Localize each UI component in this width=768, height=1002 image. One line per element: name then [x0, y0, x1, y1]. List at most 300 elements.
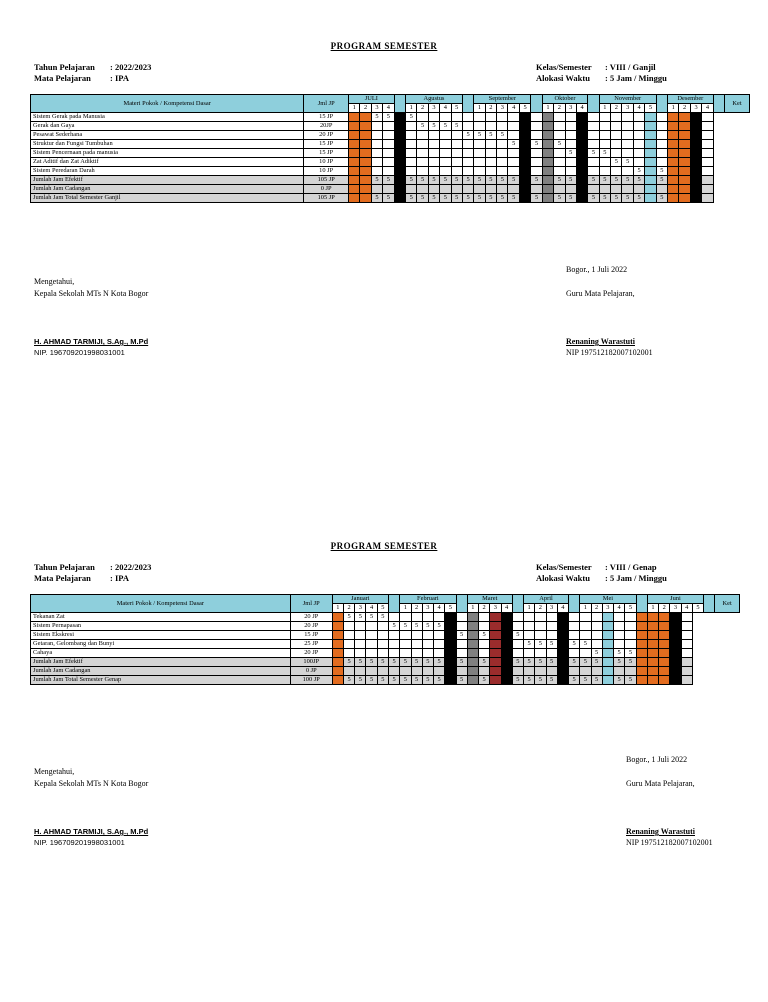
week-cell: 5: [512, 631, 523, 640]
week-number: 3: [371, 104, 382, 113]
week-cell: [524, 613, 535, 622]
jp-cell: 105 JP: [304, 176, 349, 185]
week-number: 4: [576, 104, 587, 113]
week-cell: [508, 122, 519, 131]
week-number: 4: [501, 604, 512, 613]
week-cell: [474, 113, 485, 122]
mapel-label: Mata Pelajaran: [34, 73, 91, 83]
week-cell: [512, 667, 523, 676]
week-cell: [422, 613, 433, 622]
week-cell: 5: [611, 194, 622, 203]
materi-cell: Sistem Pencernaan pada manusia: [31, 149, 304, 158]
week-cell: [554, 149, 565, 158]
week-cell: [668, 176, 679, 185]
week-cell: 5: [343, 613, 354, 622]
week-cell: [588, 131, 599, 140]
week-cell: [479, 649, 490, 658]
week-cell: [535, 622, 546, 631]
week-cell: 5: [366, 676, 377, 685]
week-cell: 5: [656, 167, 667, 176]
week-cell: [645, 140, 656, 149]
week-cell: 5: [377, 613, 388, 622]
week-cell: [434, 649, 445, 658]
table-row: [31, 176, 750, 185]
week-cell: [445, 676, 456, 685]
week-cell: [332, 622, 343, 631]
week-cell: 5: [383, 176, 394, 185]
ket-cell: [702, 149, 713, 158]
week-cell: [647, 667, 658, 676]
week-cell: [542, 131, 553, 140]
week-number: 4: [614, 604, 625, 613]
week-cell: [497, 185, 508, 194]
materi-cell: Sistem Peredaran Darah: [31, 167, 304, 176]
page-title-2: PROGRAM SEMESTER: [330, 541, 438, 551]
week-cell: [569, 667, 580, 676]
week-cell: [400, 631, 411, 640]
week-number: 3: [690, 104, 701, 113]
week-cell: [512, 613, 523, 622]
week-cell: 5: [400, 676, 411, 685]
week-cell: [485, 158, 496, 167]
week-number: 1: [474, 104, 485, 113]
week-number: 5: [625, 604, 636, 613]
week-cell: [485, 149, 496, 158]
week-cell: [524, 622, 535, 631]
week-cell: [546, 613, 557, 622]
week-cell: [625, 631, 636, 640]
header-jml-jp: Jml JP: [304, 95, 349, 113]
week-cell: [659, 676, 670, 685]
week-cell: [445, 613, 456, 622]
week-cell: [417, 167, 428, 176]
week-cell: [633, 122, 644, 131]
week-cell: [360, 194, 371, 203]
week-cell: [400, 649, 411, 658]
week-cell: [349, 167, 360, 176]
head-nip-2: NIP. 196709201998031001: [34, 838, 125, 847]
week-cell: [490, 613, 501, 622]
week-cell: [474, 149, 485, 158]
table-row: [31, 185, 750, 194]
week-cell: [557, 667, 568, 676]
week-number: 2: [417, 104, 428, 113]
week-cell: 5: [389, 622, 400, 631]
week-cell: [366, 667, 377, 676]
week-cell: [647, 631, 658, 640]
week-cell: 5: [485, 194, 496, 203]
week-cell: [467, 622, 478, 631]
week-cell: [645, 176, 656, 185]
week-number: 3: [355, 604, 366, 613]
week-number: 4: [508, 104, 519, 113]
jp-cell: 100 JP: [290, 676, 332, 685]
materi-cell: Jumlah Jam Total Semester Ganjil: [31, 194, 304, 203]
week-cell: [343, 640, 354, 649]
week-cell: 5: [633, 167, 644, 176]
week-cell: 5: [565, 194, 576, 203]
week-cell: [440, 149, 451, 158]
week-cell: [394, 176, 405, 185]
week-cell: [554, 167, 565, 176]
week-cell: [633, 185, 644, 194]
week-cell: [668, 113, 679, 122]
month-separator: [462, 95, 473, 113]
week-cell: [355, 622, 366, 631]
week-cell: [456, 613, 467, 622]
week-cell: [690, 140, 701, 149]
week-cell: [371, 158, 382, 167]
week-cell: [366, 649, 377, 658]
week-cell: 5: [422, 658, 433, 667]
week-cell: 5: [366, 658, 377, 667]
week-cell: [531, 131, 542, 140]
week-cell: [576, 113, 587, 122]
week-cell: 5: [531, 140, 542, 149]
week-cell: [360, 158, 371, 167]
week-cell: [512, 649, 523, 658]
table-row: [31, 167, 750, 176]
week-number: 2: [679, 104, 690, 113]
week-cell: 5: [656, 176, 667, 185]
week-cell: [497, 167, 508, 176]
month-header: Maret: [467, 595, 512, 604]
week-cell: [490, 649, 501, 658]
week-cell: [394, 167, 405, 176]
week-cell: [546, 622, 557, 631]
ket-cell: [681, 640, 692, 649]
week-cell: [349, 158, 360, 167]
week-cell: [519, 140, 530, 149]
week-cell: [588, 113, 599, 122]
week-cell: 5: [400, 622, 411, 631]
table-row: [31, 613, 740, 622]
week-cell: [622, 167, 633, 176]
week-cell: [647, 622, 658, 631]
jp-cell: 20 JP: [304, 131, 349, 140]
week-cell: [656, 113, 667, 122]
week-cell: [428, 185, 439, 194]
week-cell: [377, 649, 388, 658]
week-cell: [614, 667, 625, 676]
table-row: [31, 131, 750, 140]
week-cell: [519, 131, 530, 140]
week-cell: [383, 185, 394, 194]
week-cell: [411, 640, 422, 649]
week-cell: [490, 676, 501, 685]
week-cell: 5: [625, 676, 636, 685]
week-cell: [462, 149, 473, 158]
week-cell: [599, 131, 610, 140]
week-cell: [434, 631, 445, 640]
week-cell: [445, 667, 456, 676]
week-cell: [405, 167, 416, 176]
kelas-value: : VIII / Genap: [605, 562, 657, 572]
week-cell: [588, 140, 599, 149]
week-cell: 5: [474, 131, 485, 140]
week-cell: [456, 667, 467, 676]
kelas-label: Kelas/Semester: [536, 562, 592, 572]
week-cell: [467, 640, 478, 649]
info-left-2: [34, 562, 151, 584]
week-cell: 5: [569, 676, 580, 685]
week-cell: [360, 167, 371, 176]
week-cell: [531, 167, 542, 176]
week-cell: [451, 113, 462, 122]
week-cell: 5: [588, 176, 599, 185]
week-cell: [690, 185, 701, 194]
week-cell: [557, 676, 568, 685]
week-cell: [554, 185, 565, 194]
week-cell: [508, 131, 519, 140]
week-cell: [462, 158, 473, 167]
week-cell: 5: [371, 194, 382, 203]
week-cell: [535, 613, 546, 622]
week-cell: 5: [355, 676, 366, 685]
week-cell: [668, 140, 679, 149]
week-cell: 5: [633, 176, 644, 185]
table-row: [31, 194, 750, 203]
week-cell: 5: [383, 113, 394, 122]
week-cell: [659, 613, 670, 622]
week-cell: [479, 667, 490, 676]
materi-cell: Sistem Pernapasan: [31, 622, 291, 631]
week-cell: [576, 185, 587, 194]
ket-cell: [702, 176, 713, 185]
week-cell: [670, 667, 681, 676]
week-number: 2: [554, 104, 565, 113]
week-cell: [622, 113, 633, 122]
week-cell: 5: [400, 658, 411, 667]
week-cell: [679, 113, 690, 122]
week-cell: [659, 649, 670, 658]
week-cell: [670, 658, 681, 667]
week-cell: [588, 122, 599, 131]
week-cell: [440, 113, 451, 122]
week-cell: [647, 613, 658, 622]
teacher-nip-2: NIP 197512182007102001: [626, 838, 713, 847]
week-cell: 5: [546, 640, 557, 649]
week-cell: [389, 649, 400, 658]
week-cell: [565, 140, 576, 149]
materi-cell: Sistem Ekskresi: [31, 631, 291, 640]
week-cell: 5: [535, 676, 546, 685]
week-cell: [645, 113, 656, 122]
week-number: 1: [405, 104, 416, 113]
week-cell: [614, 631, 625, 640]
week-cell: 5: [508, 176, 519, 185]
week-cell: [405, 140, 416, 149]
week-number: 2: [479, 604, 490, 613]
week-cell: [602, 631, 613, 640]
week-cell: [645, 158, 656, 167]
week-cell: [524, 649, 535, 658]
week-number: 3: [602, 604, 613, 613]
week-cell: [622, 122, 633, 131]
ket-cell: [681, 676, 692, 685]
week-cell: 5: [554, 194, 565, 203]
week-cell: 5: [377, 676, 388, 685]
week-cell: [411, 649, 422, 658]
week-cell: [405, 158, 416, 167]
table-row: [31, 667, 740, 676]
week-cell: [611, 185, 622, 194]
week-cell: [611, 131, 622, 140]
week-cell: [670, 676, 681, 685]
week-cell: [508, 185, 519, 194]
mapel-label: Mata Pelajaran: [34, 573, 91, 583]
week-cell: [497, 149, 508, 158]
week-cell: [490, 667, 501, 676]
week-cell: [690, 122, 701, 131]
week-cell: [371, 131, 382, 140]
week-cell: [576, 167, 587, 176]
week-cell: [440, 167, 451, 176]
head-nip: NIP. 196709201998031001: [34, 348, 125, 357]
week-cell: 5: [462, 176, 473, 185]
week-cell: [580, 667, 591, 676]
head-name-2: H. AHMAD TARMIJI, S.Ag., M.Pd: [34, 827, 149, 836]
week-cell: [519, 167, 530, 176]
week-cell: 5: [366, 613, 377, 622]
week-cell: [490, 622, 501, 631]
month-separator: [394, 95, 405, 113]
header-jml-jp: Jml JP: [290, 595, 332, 613]
week-cell: [508, 113, 519, 122]
week-cell: 5: [389, 676, 400, 685]
week-cell: [445, 631, 456, 640]
week-cell: [400, 613, 411, 622]
week-cell: [557, 631, 568, 640]
week-cell: [467, 649, 478, 658]
week-cell: [602, 640, 613, 649]
week-cell: [647, 640, 658, 649]
week-cell: [474, 158, 485, 167]
week-cell: [588, 158, 599, 167]
week-number: 4: [633, 104, 644, 113]
week-cell: 5: [474, 176, 485, 185]
week-cell: [554, 131, 565, 140]
week-cell: [445, 622, 456, 631]
week-cell: [467, 631, 478, 640]
week-cell: [542, 149, 553, 158]
week-cell: [332, 613, 343, 622]
week-cell: [474, 167, 485, 176]
week-cell: 5: [405, 176, 416, 185]
week-cell: [656, 122, 667, 131]
week-cell: [422, 667, 433, 676]
materi-cell: Jumlah Jam Cadangan: [31, 667, 291, 676]
materi-cell: Pesawat Sederhana: [31, 131, 304, 140]
week-number: 2: [659, 604, 670, 613]
week-cell: 5: [614, 658, 625, 667]
schedule-table: [30, 94, 750, 203]
alokasi-label: Alokasi Waktu: [536, 573, 590, 583]
week-cell: [557, 658, 568, 667]
week-cell: [389, 631, 400, 640]
week-cell: [394, 185, 405, 194]
week-number: 1: [668, 104, 679, 113]
week-cell: 5: [485, 131, 496, 140]
week-cell: [501, 676, 512, 685]
jp-cell: 20 JP: [290, 622, 332, 631]
week-cell: [417, 131, 428, 140]
week-cell: [360, 131, 371, 140]
week-number: 3: [497, 104, 508, 113]
week-cell: [371, 185, 382, 194]
month-separator: [512, 595, 523, 613]
week-cell: [485, 167, 496, 176]
week-cell: [679, 131, 690, 140]
week-cell: [519, 176, 530, 185]
week-cell: 5: [497, 176, 508, 185]
week-cell: [440, 140, 451, 149]
week-cell: [462, 122, 473, 131]
ket-cell: [702, 158, 713, 167]
week-cell: [679, 149, 690, 158]
week-cell: [434, 613, 445, 622]
week-number: 5: [451, 104, 462, 113]
teacher-name-2: Renaning Warastuti: [626, 827, 695, 836]
guru-label: Guru Mata Pelajaran,: [566, 289, 635, 298]
week-cell: [383, 167, 394, 176]
ket-cell: [681, 658, 692, 667]
week-cell: [546, 631, 557, 640]
week-cell: 5: [456, 658, 467, 667]
week-cell: [690, 113, 701, 122]
week-cell: [434, 640, 445, 649]
week-cell: [554, 122, 565, 131]
week-cell: [668, 194, 679, 203]
week-cell: [557, 649, 568, 658]
ket-cell: [681, 622, 692, 631]
week-cell: 5: [565, 149, 576, 158]
week-cell: [565, 158, 576, 167]
week-cell: [690, 194, 701, 203]
materi-cell: Struktur dan Fungsi Tumbuhan: [31, 140, 304, 149]
week-cell: [371, 140, 382, 149]
week-cell: [602, 613, 613, 622]
week-cell: [422, 640, 433, 649]
week-cell: 5: [614, 676, 625, 685]
week-cell: 5: [554, 176, 565, 185]
week-cell: [519, 122, 530, 131]
tahun-value: : 2022/2023: [110, 62, 152, 72]
jp-cell: 105 JP: [304, 194, 349, 203]
place-date-2: Bogor., 1 Juli 2022: [626, 755, 688, 764]
week-cell: [462, 140, 473, 149]
month-separator: [713, 95, 724, 113]
week-cell: [434, 667, 445, 676]
jp-cell: 20 JP: [290, 649, 332, 658]
week-cell: [602, 658, 613, 667]
week-cell: [636, 613, 647, 622]
ket-cell: [681, 649, 692, 658]
week-cell: 5: [622, 194, 633, 203]
week-cell: [645, 131, 656, 140]
week-cell: [645, 185, 656, 194]
week-cell: [360, 185, 371, 194]
week-cell: 5: [434, 622, 445, 631]
month-header: Februari: [400, 595, 456, 604]
week-cell: [576, 140, 587, 149]
week-cell: 5: [451, 176, 462, 185]
week-cell: [332, 640, 343, 649]
week-cell: [428, 167, 439, 176]
page-title: PROGRAM SEMESTER: [330, 41, 438, 51]
week-cell: 5: [417, 122, 428, 131]
week-cell: [428, 131, 439, 140]
